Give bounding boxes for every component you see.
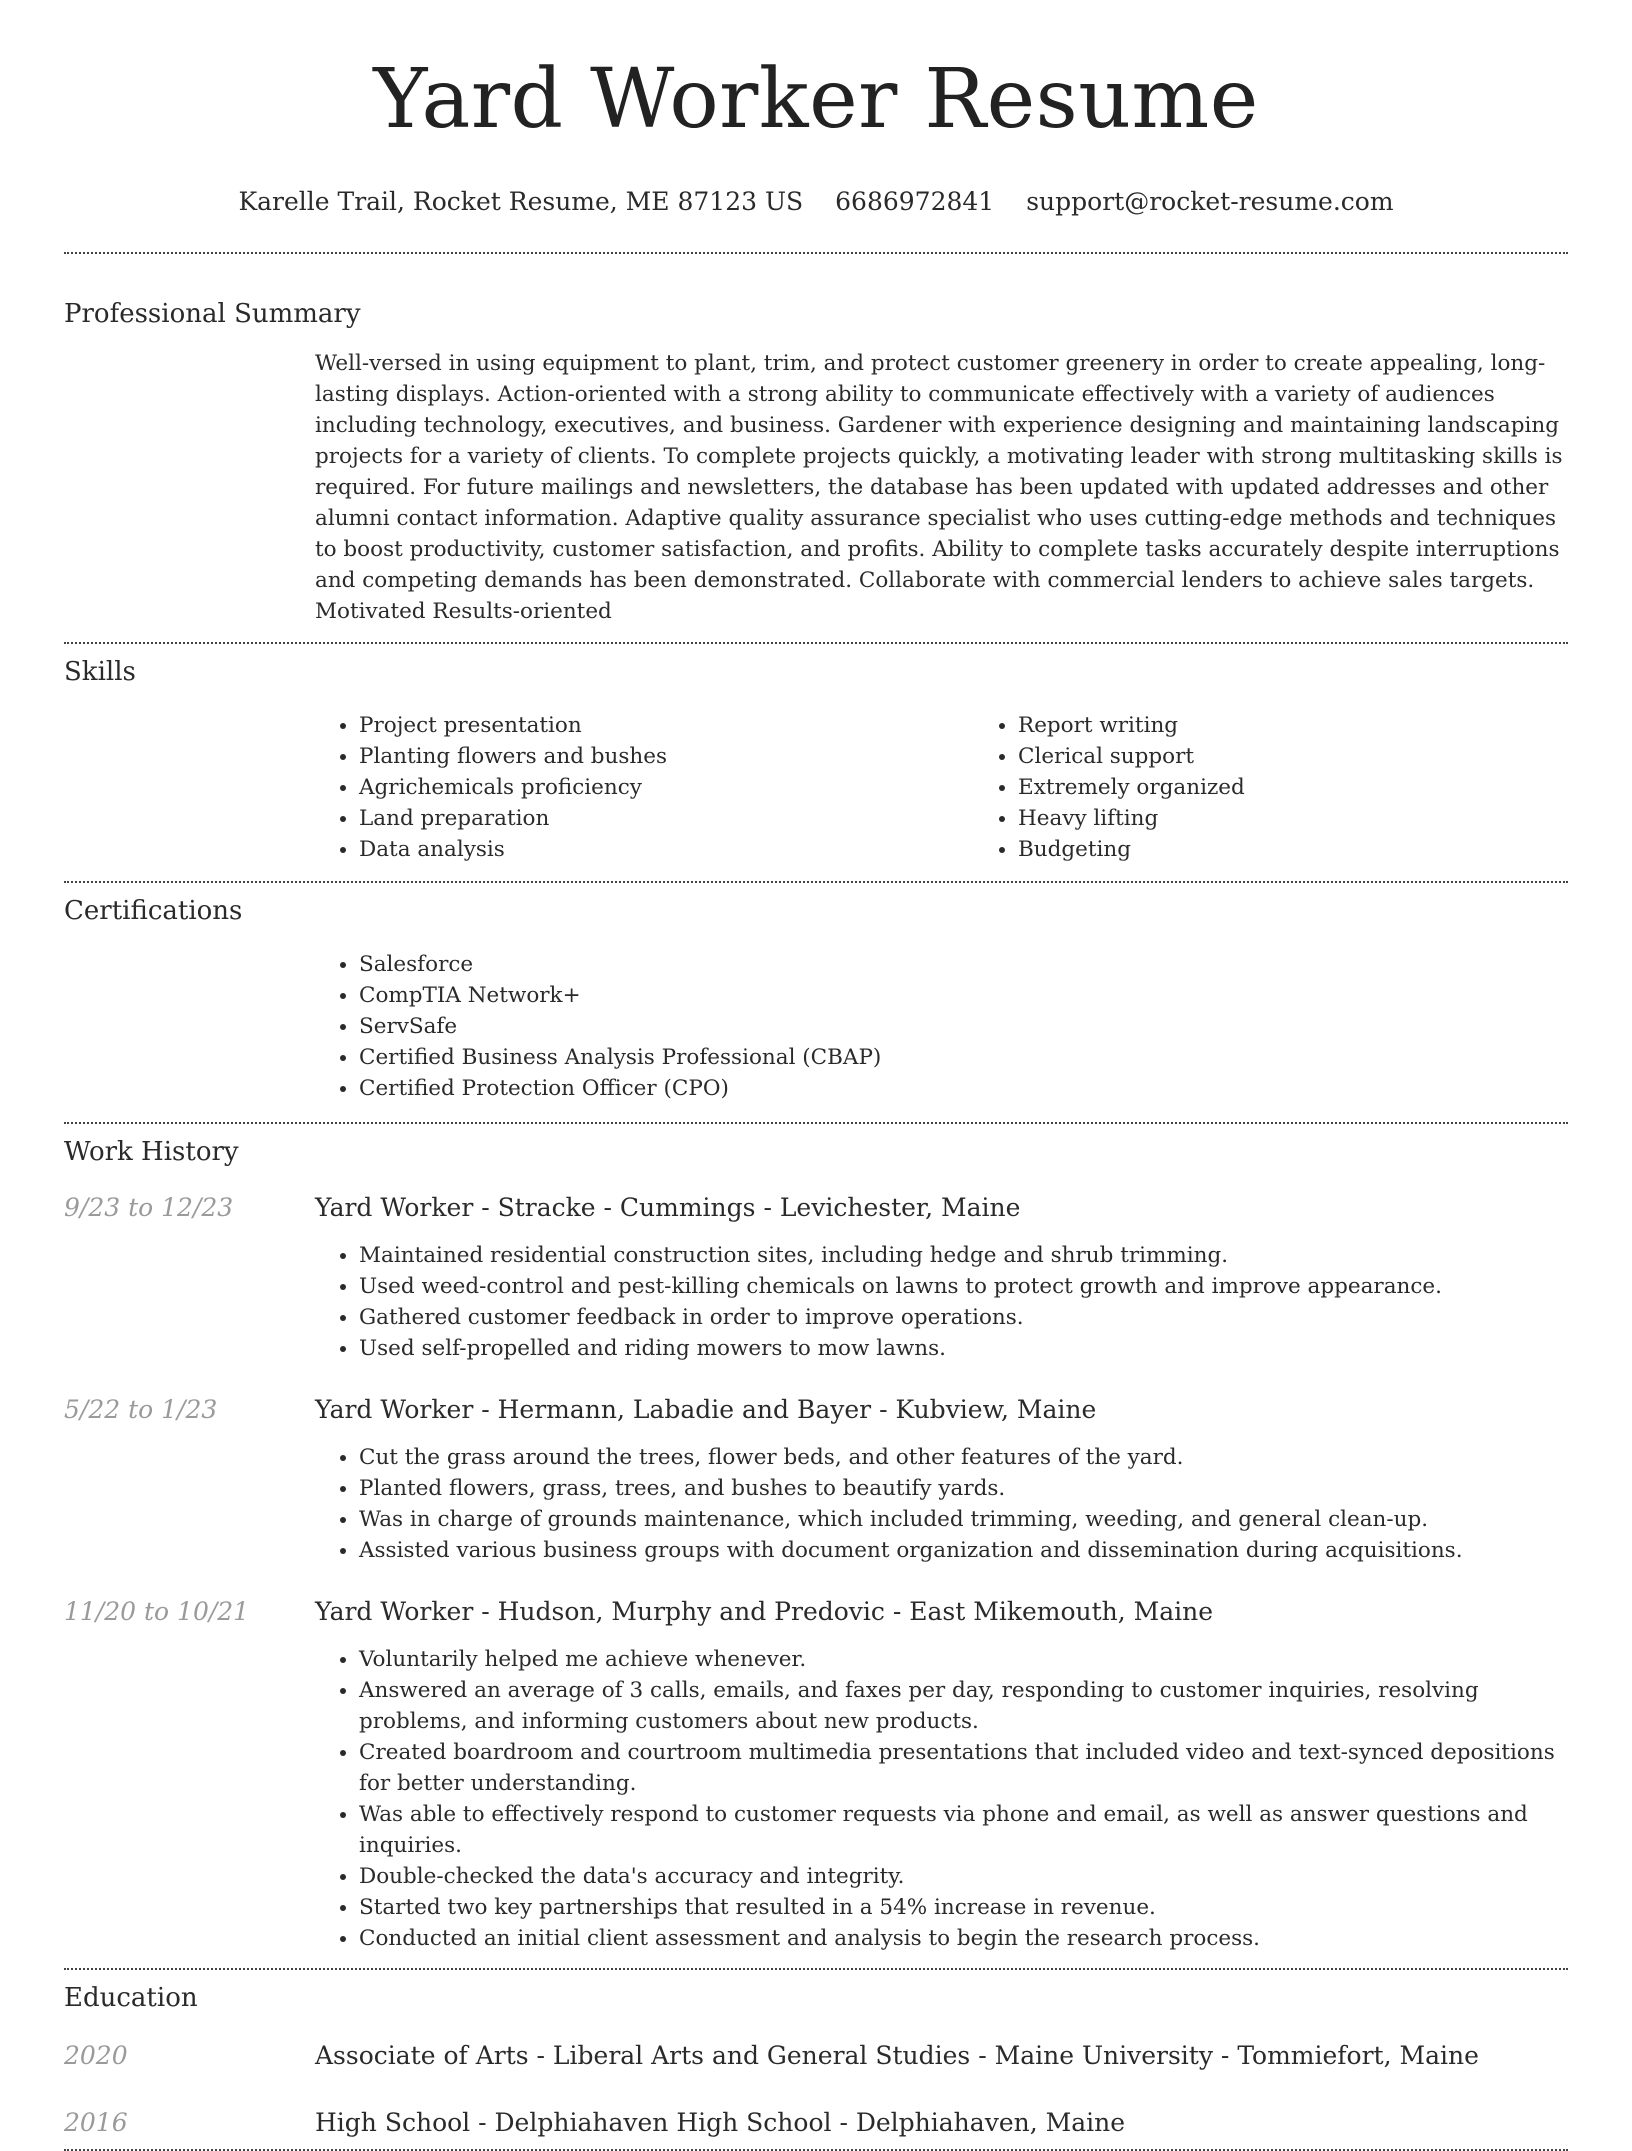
skill-item: • Agrichemicals proficiency [359, 772, 974, 803]
job-duty-item: • Started two key partnerships that resulted in a 54% increase in revenue. [359, 1892, 1568, 1923]
job-duty-item: • Was able to effectively respond to customer requests via phone and email, as well as answer questions and inquiries. [359, 1799, 1568, 1861]
skills-section [64, 644, 1568, 865]
job-entry [64, 1192, 1568, 1364]
job-duties [315, 1240, 1568, 1364]
education-year: 2020 [64, 2041, 128, 2070]
job-duty-item: • Voluntarily helped me achieve whenever. [359, 1644, 1568, 1675]
certification-item: • Certified Protection Officer (CPO) [359, 1073, 1568, 1104]
job-duty-item: • Used weed-control and pest-killing chemicals on lawns to protect growth and improve appearance. [359, 1271, 1568, 1302]
skill-item: • Project presentation [359, 710, 974, 741]
job-duty-item: • Gathered customer feedback in order to improve operations. [359, 1302, 1568, 1333]
job-duties-list [315, 1442, 1568, 1566]
certification-item: • Certified Business Analysis Professional (CBAP) [359, 1042, 1568, 1073]
summary-heading: Professional Summary [64, 299, 361, 329]
summary-text: Well-versed in using equipment to plant, trim, and protect customer greenery in order to create appealing, long-lasting displays. Action-oriented with a strong ability to communicate effectively with a variety of audiences including technology, executives, and business. Gardener with experience designing and maintaining landscaping projects for a variety of clients. To complete projects quickly, a motivating leader with strong multitasking skills is required. For future mailings and newsletters, the database has been updated with updated addresses and other alumni contact information. Adaptive quality assurance specialist who uses cutting-edge methods and techniques to boost productivity, customer satisfaction, and profits. Ability to complete tasks accurately despite interruptions and competing demands has been demonstrated. Collaborate with commercial lenders to achieve sales targets. Motivated Results-oriented [315, 351, 1563, 624]
job-entry [64, 1394, 1568, 1566]
skill-item: • Budgeting [1018, 834, 1632, 865]
job-dates: 5/22 to 1/23 [64, 1395, 218, 1424]
education-entry [64, 2040, 1568, 2072]
summary-body [315, 348, 1568, 627]
certifications-body [315, 949, 1568, 1104]
job-header [64, 1596, 1568, 1628]
work-history-entries [64, 1192, 1568, 1954]
job-duty-item: • Used self-propelled and riding mowers to mow lawns. [359, 1333, 1568, 1364]
skill-item: • Land preparation [359, 803, 974, 834]
job-dates: 9/23 to 12/23 [64, 1193, 234, 1222]
summary-section [64, 254, 1568, 627]
work-history-section [64, 1124, 1568, 1954]
education-section [64, 1970, 1568, 2139]
certifications-section [64, 883, 1568, 1104]
resume-title: Yard Worker Resume [373, 52, 1259, 147]
skills-list-left [315, 710, 974, 865]
job-dates: 11/20 to 10/21 [64, 1597, 250, 1626]
job-title: Yard Worker - Hermann, Labadie and Bayer - Kubview, Maine [315, 1395, 1097, 1424]
contact-phone: 6686972841 [835, 187, 995, 216]
job-duty-item: • Cut the grass around the trees, flower beds, and other features of the yard. [359, 1442, 1568, 1473]
contact-address: Karelle Trail, Rocket Resume, ME 87123 US [238, 187, 804, 216]
skill-item: • Extremely organized [1018, 772, 1632, 803]
education-year: 2016 [64, 2108, 128, 2137]
job-entry [64, 1596, 1568, 1954]
job-duty-item: • Conducted an initial client assessment and analysis to begin the research process. [359, 1923, 1568, 1954]
skill-item: • Clerical support [1018, 741, 1632, 772]
job-header [64, 1394, 1568, 1426]
skill-item: • Planting flowers and bushes [359, 741, 974, 772]
job-duties-list [315, 1644, 1568, 1954]
certification-item: • CompTIA Network+ [359, 980, 1568, 1011]
job-duty-item: • Maintained residential construction sites, including hedge and shrub trimming. [359, 1240, 1568, 1271]
skill-item: • Report writing [1018, 710, 1632, 741]
work-history-heading: Work History [64, 1137, 239, 1167]
skills-body [315, 710, 1568, 865]
job-duty-item: • Answered an average of 3 calls, emails, and faxes per day, responding to customer inquiries, resolving problems, and informing customers about new products. [359, 1675, 1568, 1737]
contact-line [64, 186, 1568, 218]
education-heading: Education [64, 1983, 198, 2013]
certifications-heading: Certifications [64, 896, 243, 926]
education-details: High School - Delphiahaven High School - Delphiahaven, Maine [315, 2108, 1125, 2137]
job-title: Yard Worker - Hudson, Murphy and Predovic - East Mikemouth, Maine [315, 1597, 1214, 1626]
job-duties [315, 1644, 1568, 1954]
skills-list-right [974, 710, 1632, 865]
job-duties [315, 1442, 1568, 1566]
job-duty-item: • Planted flowers, grass, trees, and bushes to beautify yards. [359, 1473, 1568, 1504]
education-details: Associate of Arts - Liberal Arts and General Studies - Maine University - Tommiefort, Maine [315, 2041, 1479, 2070]
job-title: Yard Worker - Stracke - Cummings - Levichester, Maine [315, 1193, 1021, 1222]
certification-item: • Salesforce [359, 949, 1568, 980]
skill-item: • Heavy lifting [1018, 803, 1632, 834]
job-duties-list [315, 1240, 1568, 1364]
certifications-list [315, 949, 1568, 1104]
job-duty-item: • Created boardroom and courtroom multimedia presentations that included video and text-synced depositions for better understanding. [359, 1737, 1568, 1799]
job-duty-item: • Assisted various business groups with document organization and dissemination during acquisitions. [359, 1535, 1568, 1566]
skill-item: • Data analysis [359, 834, 974, 865]
education-entries [64, 2040, 1568, 2139]
job-duty-item: • Double-checked the data's accuracy and integrity. [359, 1861, 1568, 1892]
job-duty-item: • Was in charge of grounds maintenance, which included trimming, weeding, and general clean-up. [359, 1504, 1568, 1535]
contact-email: support@rocket-resume.com [1026, 187, 1394, 216]
certification-item: • ServSafe [359, 1011, 1568, 1042]
job-header [64, 1192, 1568, 1224]
skills-heading: Skills [64, 657, 136, 687]
